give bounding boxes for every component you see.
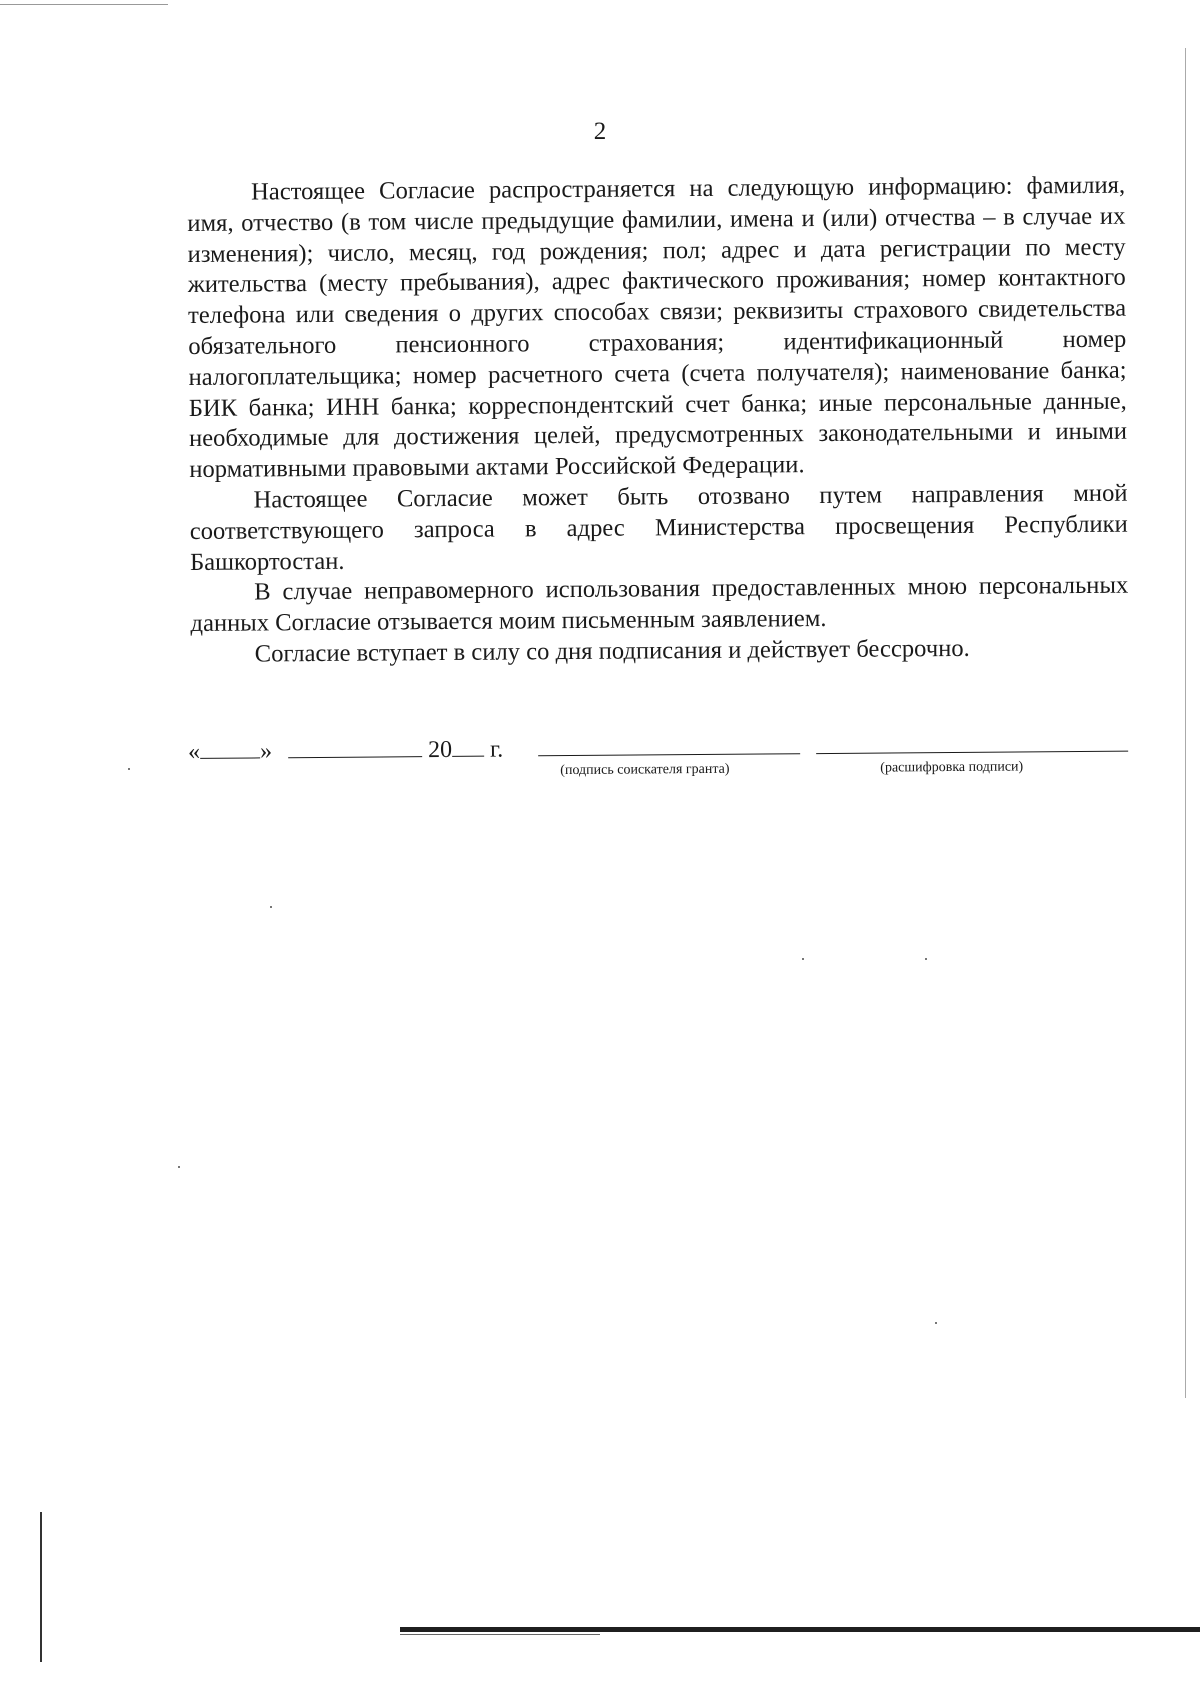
signature-caption: (подпись соискателя гранта) [560,761,730,779]
paragraph-effective: Согласие вступает в силу со дня подписания и действует бессрочно. [254,634,970,668]
year-blank[interactable] [452,734,484,757]
day-blank[interactable] [200,735,260,758]
scan-edge-right [1185,48,1186,1398]
paragraph-revocation: Настоящее Согласие может быть отозвано путем направления мной соответствующего запроса в адрес Министерства просвещения Республики Башкортостан. [189,479,1128,576]
date-line [188,734,503,766]
scan-edge-bottom-thin [400,1634,600,1635]
year-prefix: 20 [428,736,453,764]
close-quote: » [260,738,273,765]
signature-line[interactable] [538,753,800,756]
scan-edge-top [0,4,168,5]
signature-block [188,729,1128,796]
scan-edge-bottom [400,1627,1200,1632]
scan-speck [178,1166,180,1168]
decryption-line[interactable] [816,751,1128,754]
scan-speck [128,768,130,770]
scan-speck [270,906,272,908]
paragraph-misuse: В случае неправомерного использования предоставленных мною персональных данных Согласие отзывается моим письменным заявлением. [190,571,1129,638]
document-body [187,171,1129,671]
paragraph-scope: Настоящее Согласие распространяется на следующую информацию: фамилия, имя, отчество (в том числе предыдущие фамилии, имена и (или) отчества – в случае их изменения); число, месяц, год рождения; пол; адрес и дата регистрации по месту жительства (месту пребывания), адрес фактического проживания; номер контактного телефона или сведения о других способах связи; реквизиты страхового свидетельства обязательного пенсионного страхования; идентификационный номер налогоплательщика; номер расчетного счета (счета получателя); наименование банка; БИК банка; ИНН банка; корреспондентский счет банка; иные персональные данные, необходимые для достижения целей, предусмотренных законодательными и иными нормативными правовыми актами Российской Федерации. [187,171,1128,484]
month-blank[interactable] [288,734,422,758]
scan-speck [925,958,927,960]
scan-speck [935,1322,937,1324]
decryption-caption: (расшифровка подписи) [880,759,1024,776]
page-number: 2 [593,118,607,145]
year-suffix: г. [490,736,504,763]
scan-mark-left [40,1512,42,1662]
scan-speck [802,958,804,960]
open-quote: « [188,738,201,765]
